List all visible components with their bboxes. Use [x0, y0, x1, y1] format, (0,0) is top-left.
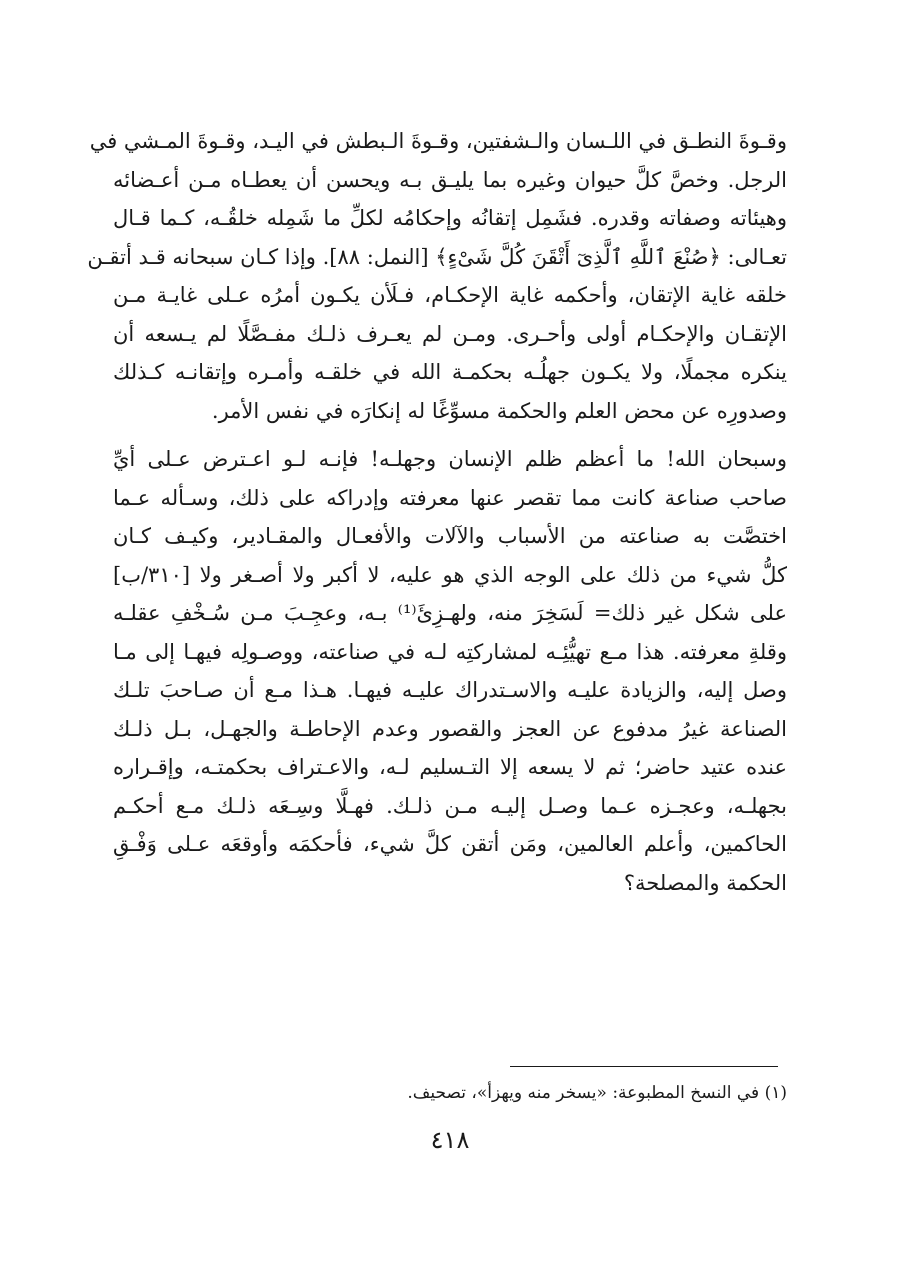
text-line-with-footnote-ref: على شكل غير ذلك= لَسَخِرَ منه، ولهـزِئَ⁽¹⁾ بـه، وعجِـبَ مـن سُـخْفِ عقلـه	[113, 601, 787, 625]
text-line: الإتقـان والإحكـام أولى وأحـرى. ومـن لم يعـرف ذلـك مفـصَّلًا لم يـسعه أن	[113, 321, 787, 346]
text-line: الصناعة غيرُ مدفوع عن العجز والقصور وعدم الإحاطـة والجهـل، بـل ذلـك	[113, 716, 787, 741]
paragraph-2	[113, 440, 787, 902]
text-line: الرجل. وخصَّ كلَّ حيوان وغيره بما يليـق بـه ويحسن أن يعطـاه مـن أعـضائه	[113, 167, 787, 192]
text-line: اختصَّت به صناعته من الأسباب والآلات والأفعـال والمقـادير، وكيـف كـان	[113, 524, 787, 548]
text-line: وهيئاته وصفاته وقدره. فشَمِل إتقانُه وإحكامُه لكلِّ ما شَمِله خلقُـه، كـما قـال	[113, 206, 787, 230]
text-line: كلُّ شيء من ذلك على الوجه الذي هو عليه، لا أكبر ولا أصـغر ولا [٣١٠/ب]	[113, 562, 787, 587]
text-line: وصل إليه، والزيادة عليـه والاسـتدراك عليـه فيهـا. هـذا مـع أن صـاحبَ تلـك	[113, 678, 787, 702]
text-line-with-quran-verse: تعـالى: ﴿صُنْعَ ٱللَّهِ ٱلَّذِىٓ أَتْقَنَ كُلَّ شَىْءٍ﴾ [النمل: ٨٨]. وإذا كـان سبحانه قـد أتقـن	[87, 244, 787, 269]
text-line: وقـوةَ النطـق في اللـسان والـشفتين، وقـوةَ الـبطش في اليـد، وقـوةَ المـشي في	[89, 129, 787, 153]
text-line: وقلةِ معرفته. هذا مـع تهيُّئِـه لمشاركتِه لـه في صناعته، ووصـولِه فيهـا إلى مـا	[113, 639, 787, 664]
main-text	[87, 122, 787, 902]
footnote-divider	[510, 1066, 778, 1067]
text-line: عنده عتيد حاضر؛ ثم لا يسعه إلا التـسليم لـه، والاعـتراف بحكمتـه، وإقـراره	[113, 755, 787, 779]
paragraph-1	[87, 122, 787, 430]
text-line: خلقه غاية الإتقان، وأحكمه غاية الإحكـام، فـلَأن يكـون أمرُه عـلى غايـة مـن	[113, 283, 787, 307]
page-number: ٤١٨	[430, 1126, 470, 1154]
text-line: الحكمة والمصلحة؟	[623, 870, 787, 895]
footnote: (١) في النسخ المطبوعة: «يسخر منه ويهزأ»، تصحيف.	[407, 1083, 787, 1103]
text-line: وسبحان الله! ما أعظم ظلم الإنسان وجهلـه! فإنـه لـو اعـترض عـلى أيِّ	[113, 447, 787, 471]
text-line: وصدورِه عن محض العلم والحكمة مسوِّغًا له إنكارَه في نفس الأمر.	[211, 398, 787, 423]
text-line: الحاكمين، وأعلم العالمين، ومَن أتقن كلَّ شيء، فأحكمَه وأوقعَه عـلى وَفْـقِ	[113, 832, 787, 856]
text-line: ينكره مجملًا، ولا يكـون جهلُـه بحكمـة الله في خلقـه وأمـره وإتقانـه كـذلك	[113, 360, 787, 384]
text-line: بجهلـه، وعجـزه عـما وصـل إليـه مـن ذلـك. فهـلَّا وسِـعَه ذلـك مـع أحكـم	[113, 793, 787, 818]
text-line: صاحب صناعة كانت مما تقصر عنها معرفته وإدراكه على ذلك، وسـأله عـما	[113, 485, 787, 510]
